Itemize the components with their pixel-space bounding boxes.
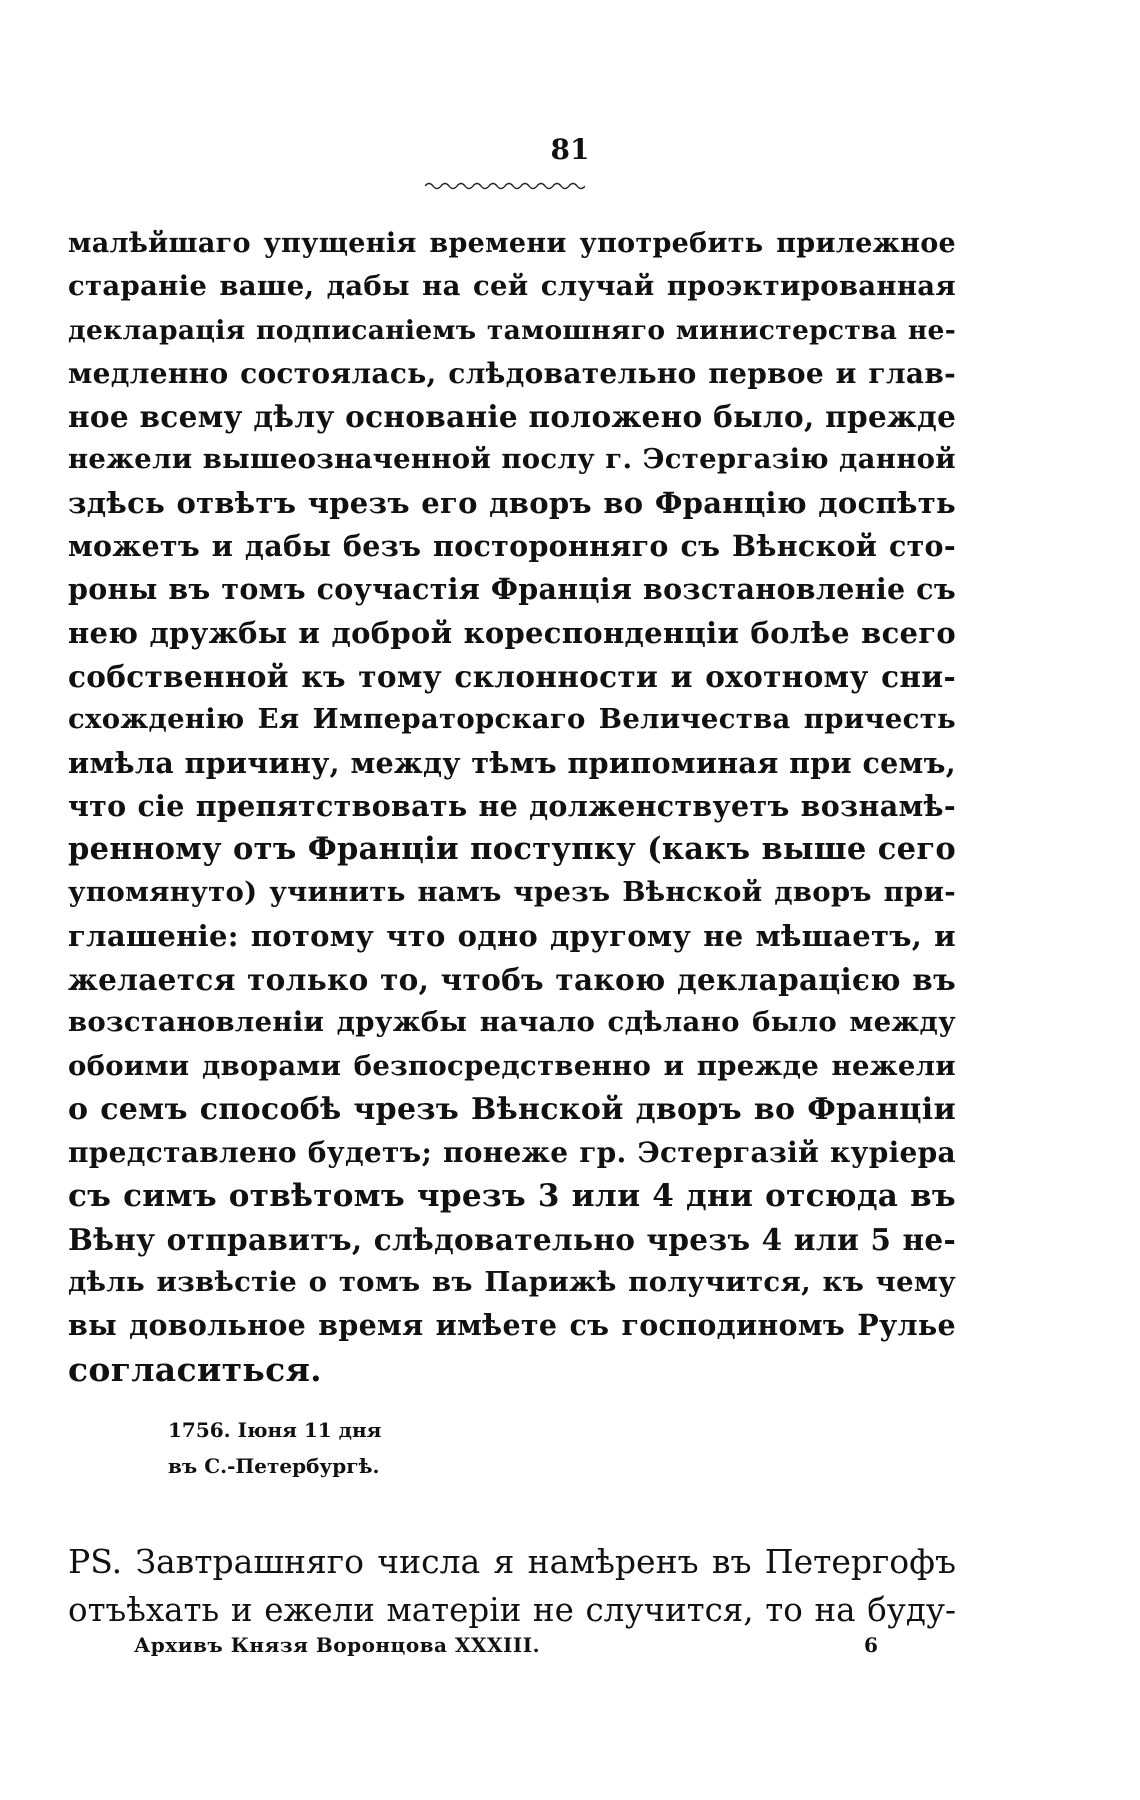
postscript-line: отъѣхать и ежели матеріи не случится, то на буду- xyxy=(68,1591,956,1629)
text-line: здѣсь отвѣтъ чрезъ его дворъ во Францію доспѣть xyxy=(68,485,956,520)
text-line: желается только то, чтобъ такою декларацією въ xyxy=(68,962,956,998)
dateline-place: въ С.-Петербургѣ. xyxy=(168,1454,380,1478)
text-line: ное всему дѣлу основаніе положено было, прежде xyxy=(68,399,957,435)
text-line: глашеніе: потому что одно другому не мѣшаетъ, и xyxy=(68,918,956,953)
text-line: малѣйшаго упущенія времени употребить прилежное xyxy=(68,228,956,259)
header-ornament xyxy=(425,180,585,190)
text-line: ренному отъ Франціи поступку (какъ выше сего xyxy=(68,831,956,868)
text-line: дѣль извѣстіе о томъ въ Парижѣ получится, къ чему xyxy=(68,1266,956,1299)
text-line: нею дружбы и доброй кореспонденціи болѣе всего xyxy=(68,615,956,650)
text-line: имѣла причину, между тѣмъ припоминая при семъ, xyxy=(68,745,956,780)
dateline xyxy=(168,1412,381,1484)
text-line: согласиться. xyxy=(68,1349,322,1389)
text-line: о семъ способѣ чрезъ Вѣнской дворъ во Франціи xyxy=(68,1091,956,1127)
footer-sheet-number: 6 xyxy=(864,1633,878,1657)
text-line: собственной къ тому склонности и охотному сни- xyxy=(68,658,956,694)
text-line: нежели вышеозначенной послу г. Эстергазію данной xyxy=(68,443,956,476)
text-line: можетъ и дабы безъ посторонняго съ Вѣнской сто- xyxy=(68,529,956,564)
text-line: вы довольное время имѣете съ господиномъ Рулье xyxy=(68,1308,956,1343)
footer-title: Архивъ Князя Воронцова XXXIII. xyxy=(134,1633,541,1657)
text-line: что сіе препятствовать не долженствуетъ вознамѣ- xyxy=(68,788,956,823)
postscript-line: PS. Завтрашняго числа я намѣренъ въ Петергофъ xyxy=(68,1542,956,1581)
dateline-date: 1756. Іюня 11 дня xyxy=(168,1418,382,1442)
text-line: представлено будетъ; понеже гр. Эстергазій куріера xyxy=(68,1136,956,1170)
text-line: медленно состоялась, слѣдовательно первое и глав- xyxy=(68,356,956,390)
text-line: стараніе ваше, дабы на сей случай проэктированная xyxy=(68,270,956,303)
text-line: возстановленіи дружбы начало сдѣлано было между xyxy=(68,1006,956,1039)
letter-body xyxy=(68,222,956,1391)
text-line: съ симъ отвѣтомъ чрезъ 3 или 4 дни отсюда въ xyxy=(68,1177,956,1214)
page-number: 81 xyxy=(550,133,590,166)
text-line: Вѣну отправитъ, слѣдовательно чрезъ 4 или 5 не- xyxy=(68,1221,956,1257)
text-line: обоими дворами безпосредственно и прежде нежели xyxy=(68,1049,956,1082)
text-line: роны въ томъ соучастія Франція возстановленіе съ xyxy=(68,572,956,607)
text-line: упомянуто) учинить намъ чрезъ Вѣнской дворъ при- xyxy=(68,876,956,909)
text-line: схожденію Ея Императорскаго Величества причесть xyxy=(68,703,956,736)
postscript xyxy=(68,1538,956,1634)
text-line: декларація подписаніемъ тамошняго министерства не- xyxy=(68,314,956,346)
